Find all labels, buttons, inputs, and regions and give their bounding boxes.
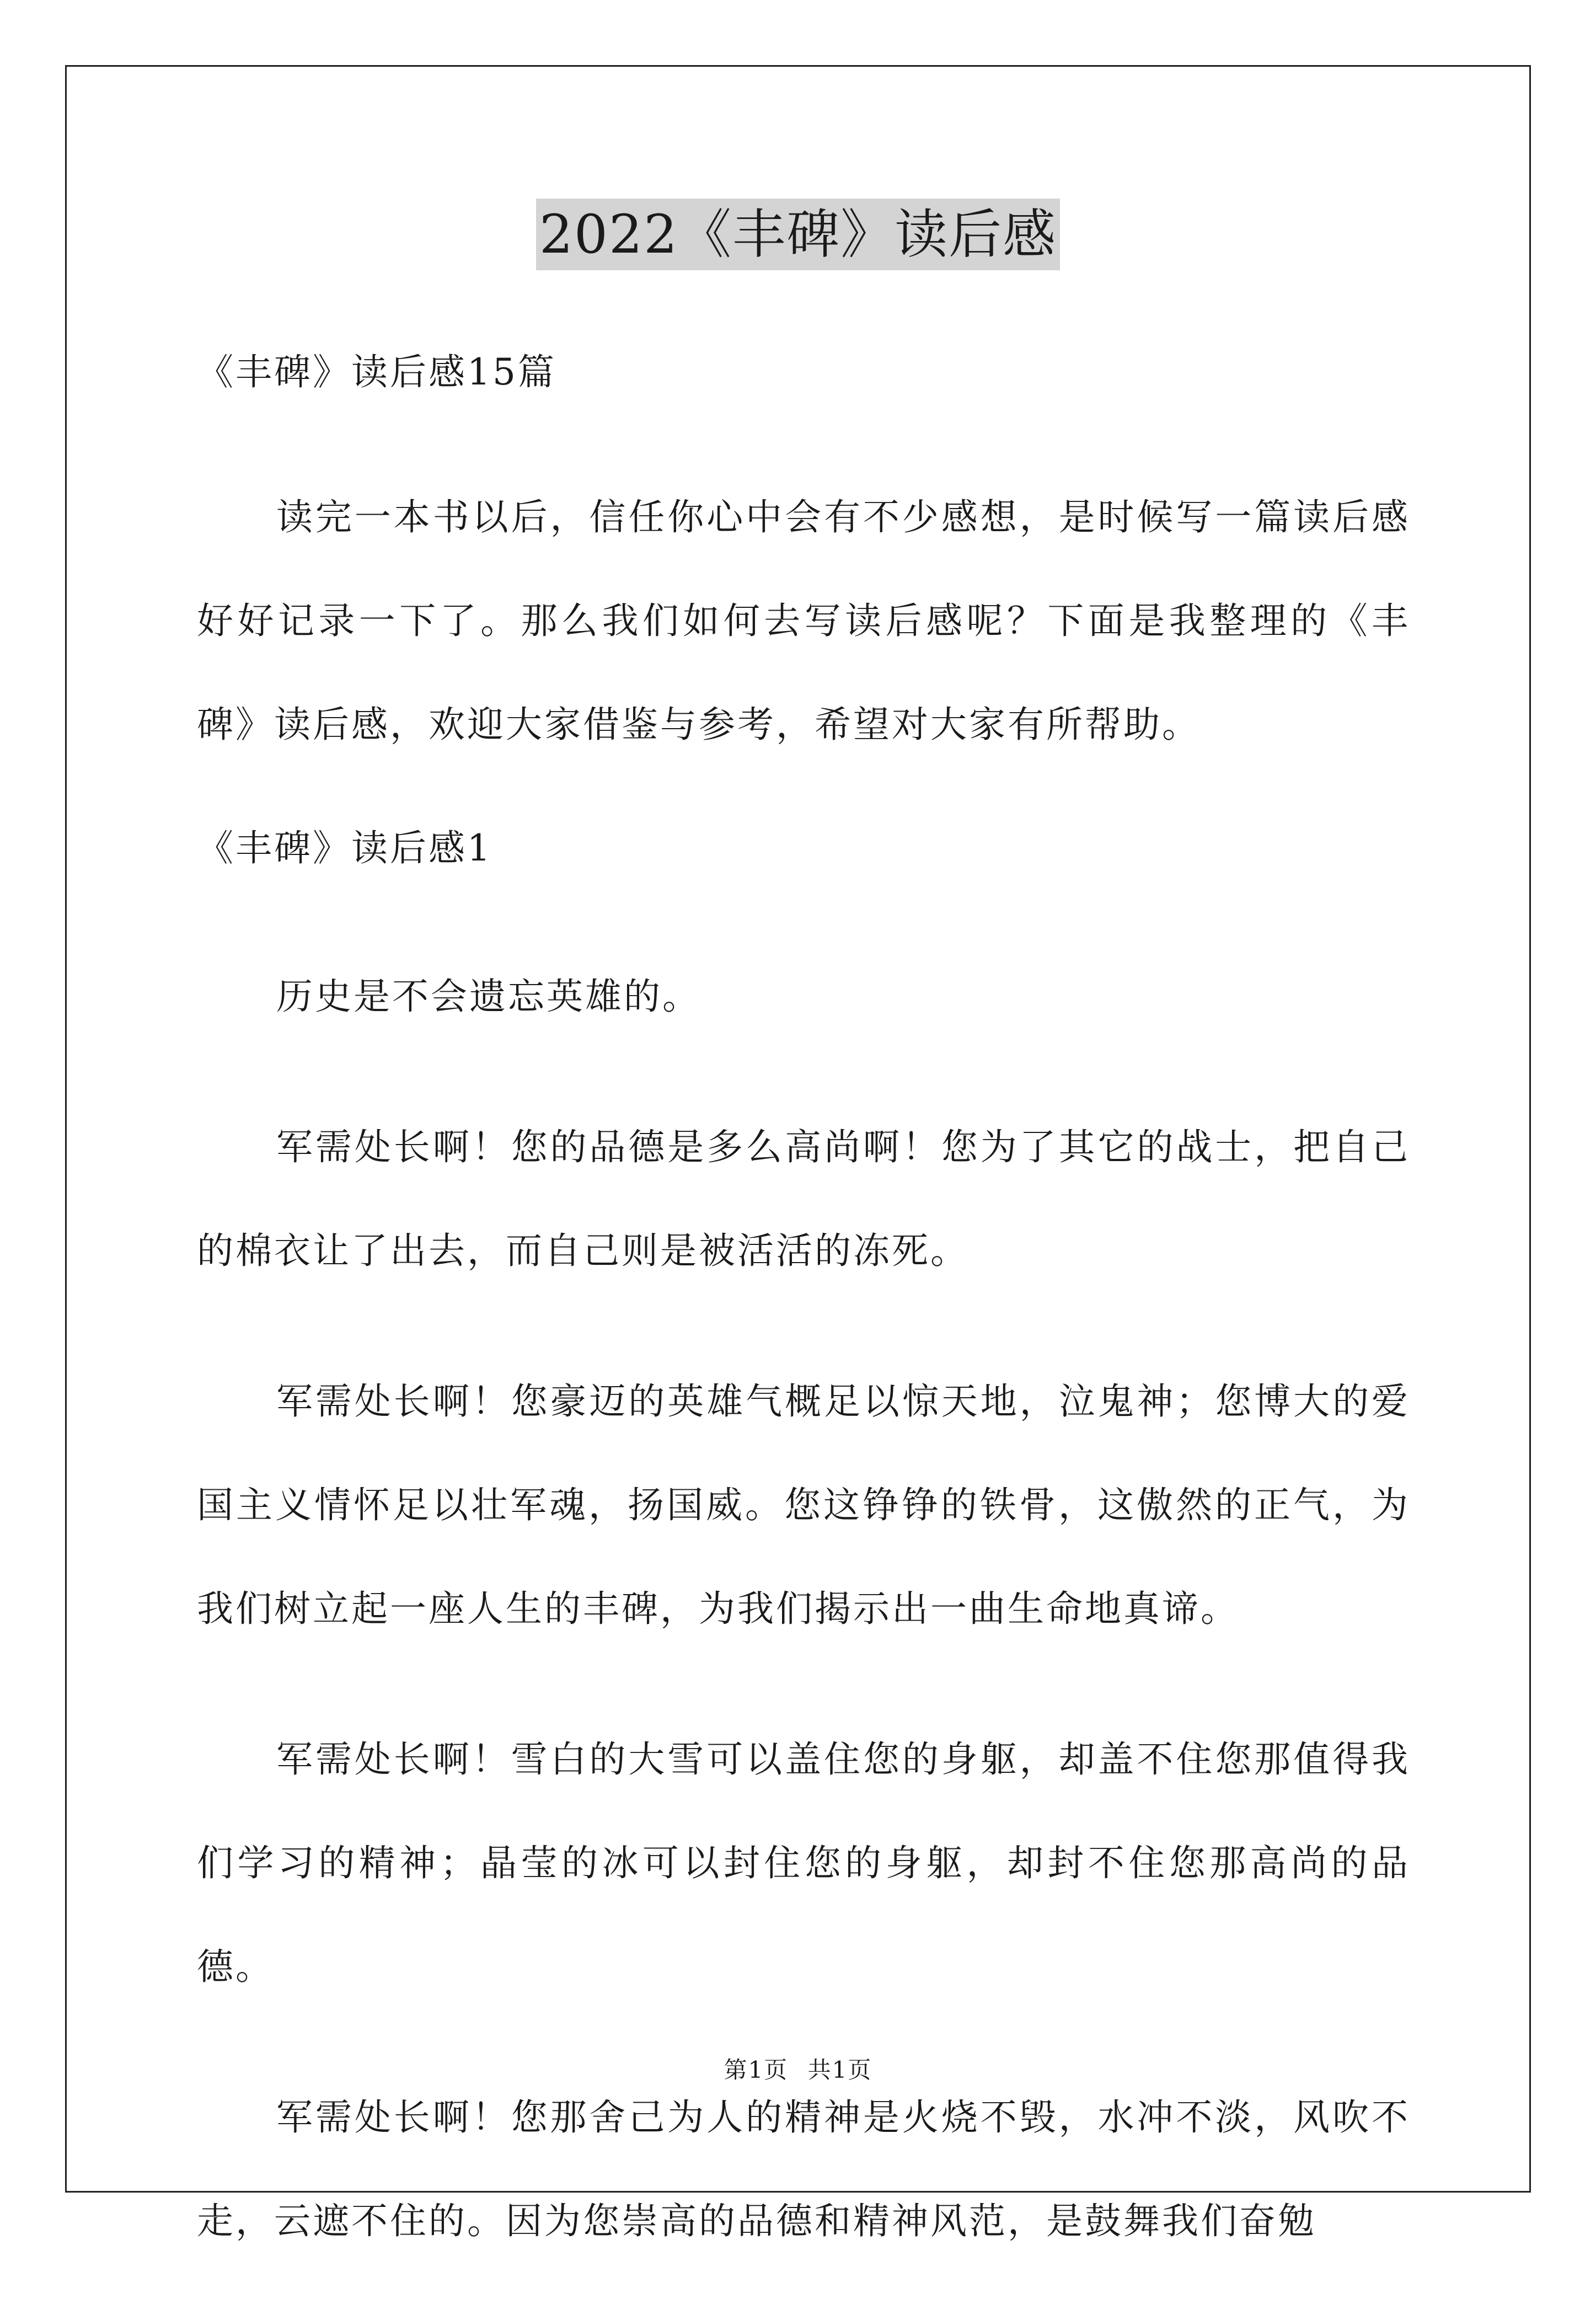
page-total: 共1页 — [807, 2056, 872, 2083]
page-footer — [0, 2052, 1596, 2085]
body-paragraph: 历史是不会遗忘英雄的。 — [276, 975, 701, 1018]
body-paragraph: 军需处长啊！雪白的大雪可以盖住您的身躯，却盖不住您那值得我们学习的精神；晶莹的冰可以封住您的身躯，却封不住您那高尚的品德。 — [197, 1738, 1410, 1988]
title-container — [0, 199, 1596, 270]
body-paragraph: 军需处长啊！您的品德是多么高尚啊！您为了其它的战士，把自己的棉衣让了出去，而自己则是被活活的冻死。 — [197, 1126, 1410, 1272]
document-subtitle: 《丰碑》读后感15篇 — [197, 351, 556, 393]
body-paragraph: 军需处长啊！您豪迈的英雄气概足以惊天地，泣鬼神；您博大的爱国主义情怀足以壮军魂，扬国威。您这铮铮的铁骨，这傲然的正气，为我们树立起一座人生的丰碑，为我们揭示出一曲生命地真谛。 — [197, 1380, 1410, 1630]
document-title: 2022《丰碑》读后感 — [536, 199, 1060, 270]
section-heading: 《丰碑》读后感1 — [197, 827, 492, 869]
body-paragraph: 军需处长啊！您那舍己为人的精神是火烧不毁，水冲不淡，风吹不走，云遮不住的。因为您崇高的品德和精神风范，是鼓舞我们奋勉 — [197, 2096, 1410, 2242]
intro-paragraph: 读完一本书以后，信任你心中会有不少感想，是时候写一篇读后感好好记录一下了。那么我们如何去写读后感呢？下面是我整理的《丰碑》读后感，欢迎大家借鉴与参考，希望对大家有所帮助。 — [197, 496, 1410, 746]
page-number: 第1页 — [724, 2056, 789, 2083]
document-body — [197, 348, 1410, 2320]
